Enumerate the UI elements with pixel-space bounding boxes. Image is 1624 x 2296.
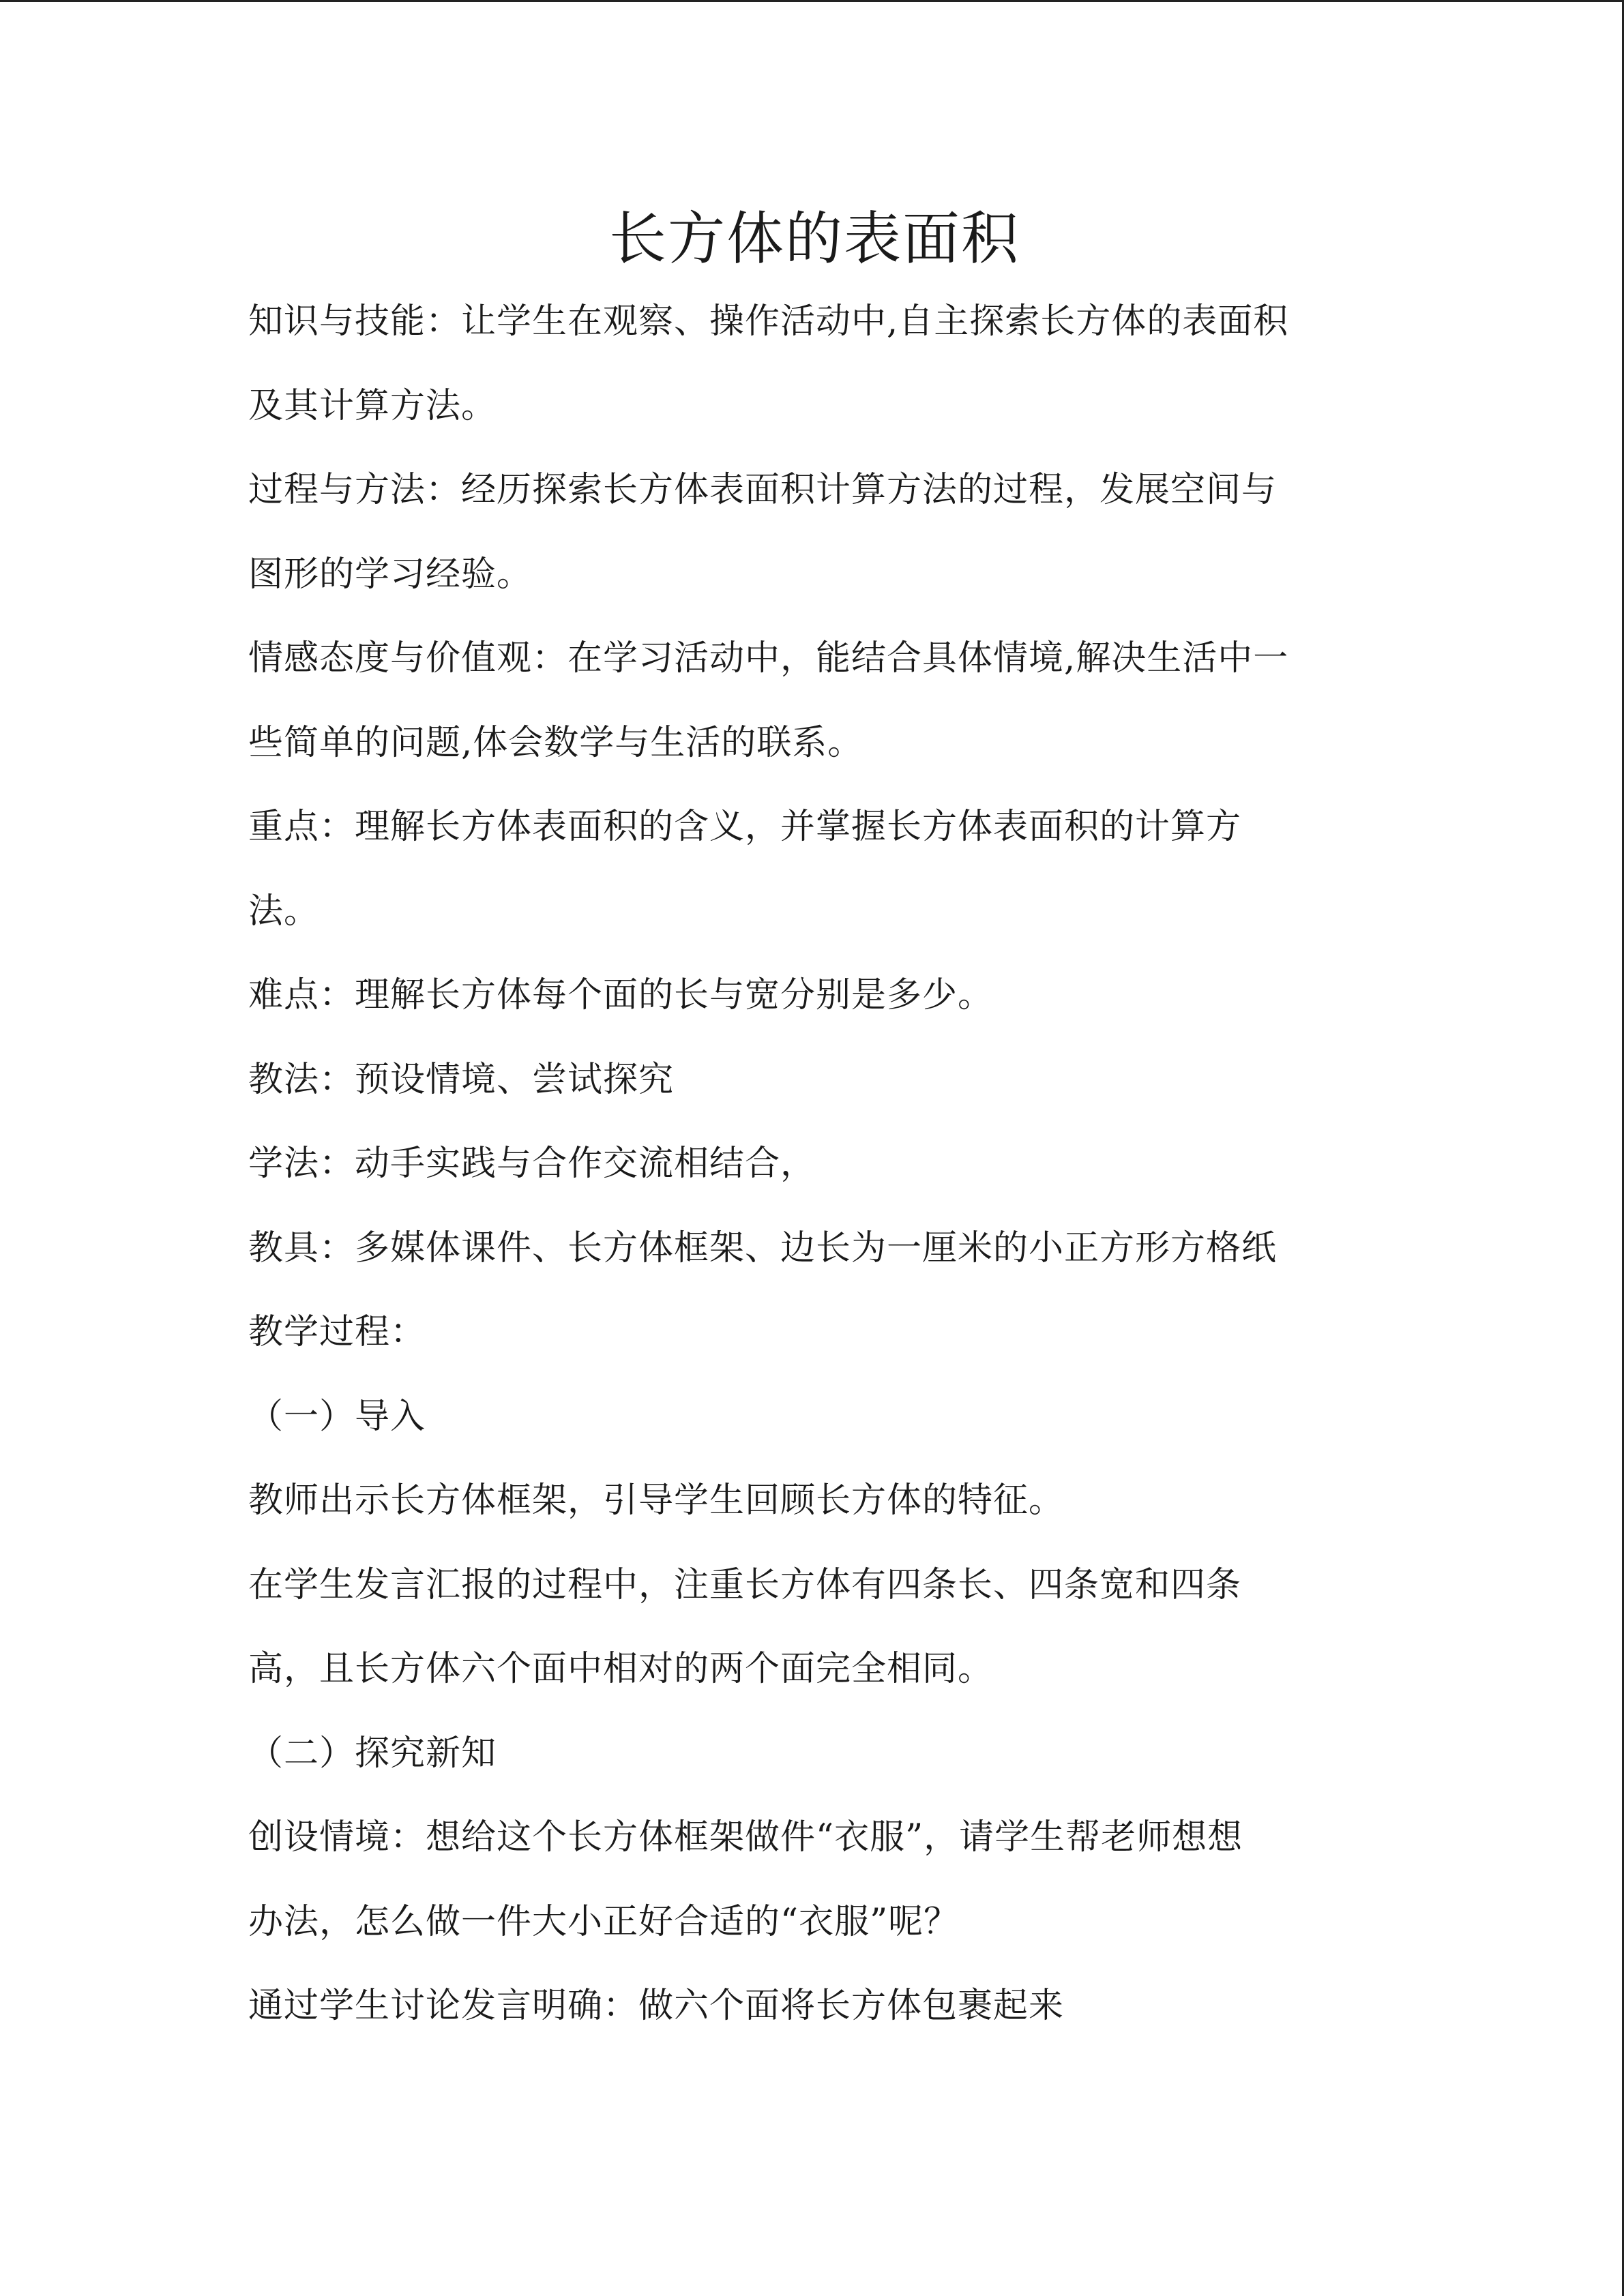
paragraph-line: 办法，怎么做一件大小正好合适的“衣服”呢？ xyxy=(248,1901,960,1942)
paragraph-line: 及其计算方法。 xyxy=(248,385,497,426)
paragraph-line: 高，且长方体六个面中相对的两个面完全相同。 xyxy=(248,1649,994,1689)
paragraph-line: 教法：预设情境、尝试探究 xyxy=(248,1059,675,1100)
paragraph-line: 知识与技能：让学生在观察、操作活动中,自主探索长方体的表面积 xyxy=(248,301,1289,342)
paragraph-line: 教师出示长方体框架，引导学生回顾长方体的特征。 xyxy=(248,1480,1065,1521)
paragraph-line: 通过学生讨论发言明确：做六个面将长方体包裹起来 xyxy=(248,1986,1065,2026)
paragraph-line: 重点：理解长方体表面积的含义，并掌握长方体表面积的计算方 xyxy=(248,807,1242,847)
document-title: 长方体的表面积 xyxy=(608,205,1020,272)
paragraph-line: 情感态度与价值观：在学习活动中，能结合具体情境,解决生活中一 xyxy=(248,638,1289,679)
section-heading: （一）导入 xyxy=(248,1396,426,1437)
paragraph-line: 些简单的问题,体会数学与生活的联系。 xyxy=(248,722,863,763)
paragraph-line: 难点：理解长方体每个面的长与宽分别是多少。 xyxy=(248,975,994,1015)
document-page xyxy=(248,198,1381,2048)
paragraph-line: 在学生发言汇报的过程中，注重长方体有四条长、四条宽和四条 xyxy=(248,1564,1242,1605)
paragraph-line: 图形的学习经验。 xyxy=(248,554,533,595)
paragraph-line: 创设情境：想给这个长方体框架做件“衣服”，请学生帮老师想想 xyxy=(248,1817,1243,1858)
paragraph-line: 教具：多媒体课件、长方体框架、边长为一厘米的小正方形方格纸 xyxy=(248,1227,1278,1268)
paragraph-line: 学法：动手实践与合作交流相结合， xyxy=(248,1144,816,1184)
section-heading: （二）探究新知 xyxy=(248,1733,497,1774)
paragraph-line: 法。 xyxy=(248,891,320,931)
paragraph-line: 过程与方法：经历探索长方体表面积计算方法的过程，发展空间与 xyxy=(248,470,1278,510)
document-body xyxy=(248,280,1381,2048)
paragraph-line: 教学过程： xyxy=(248,1312,426,1352)
page-border-top xyxy=(0,0,1624,2)
